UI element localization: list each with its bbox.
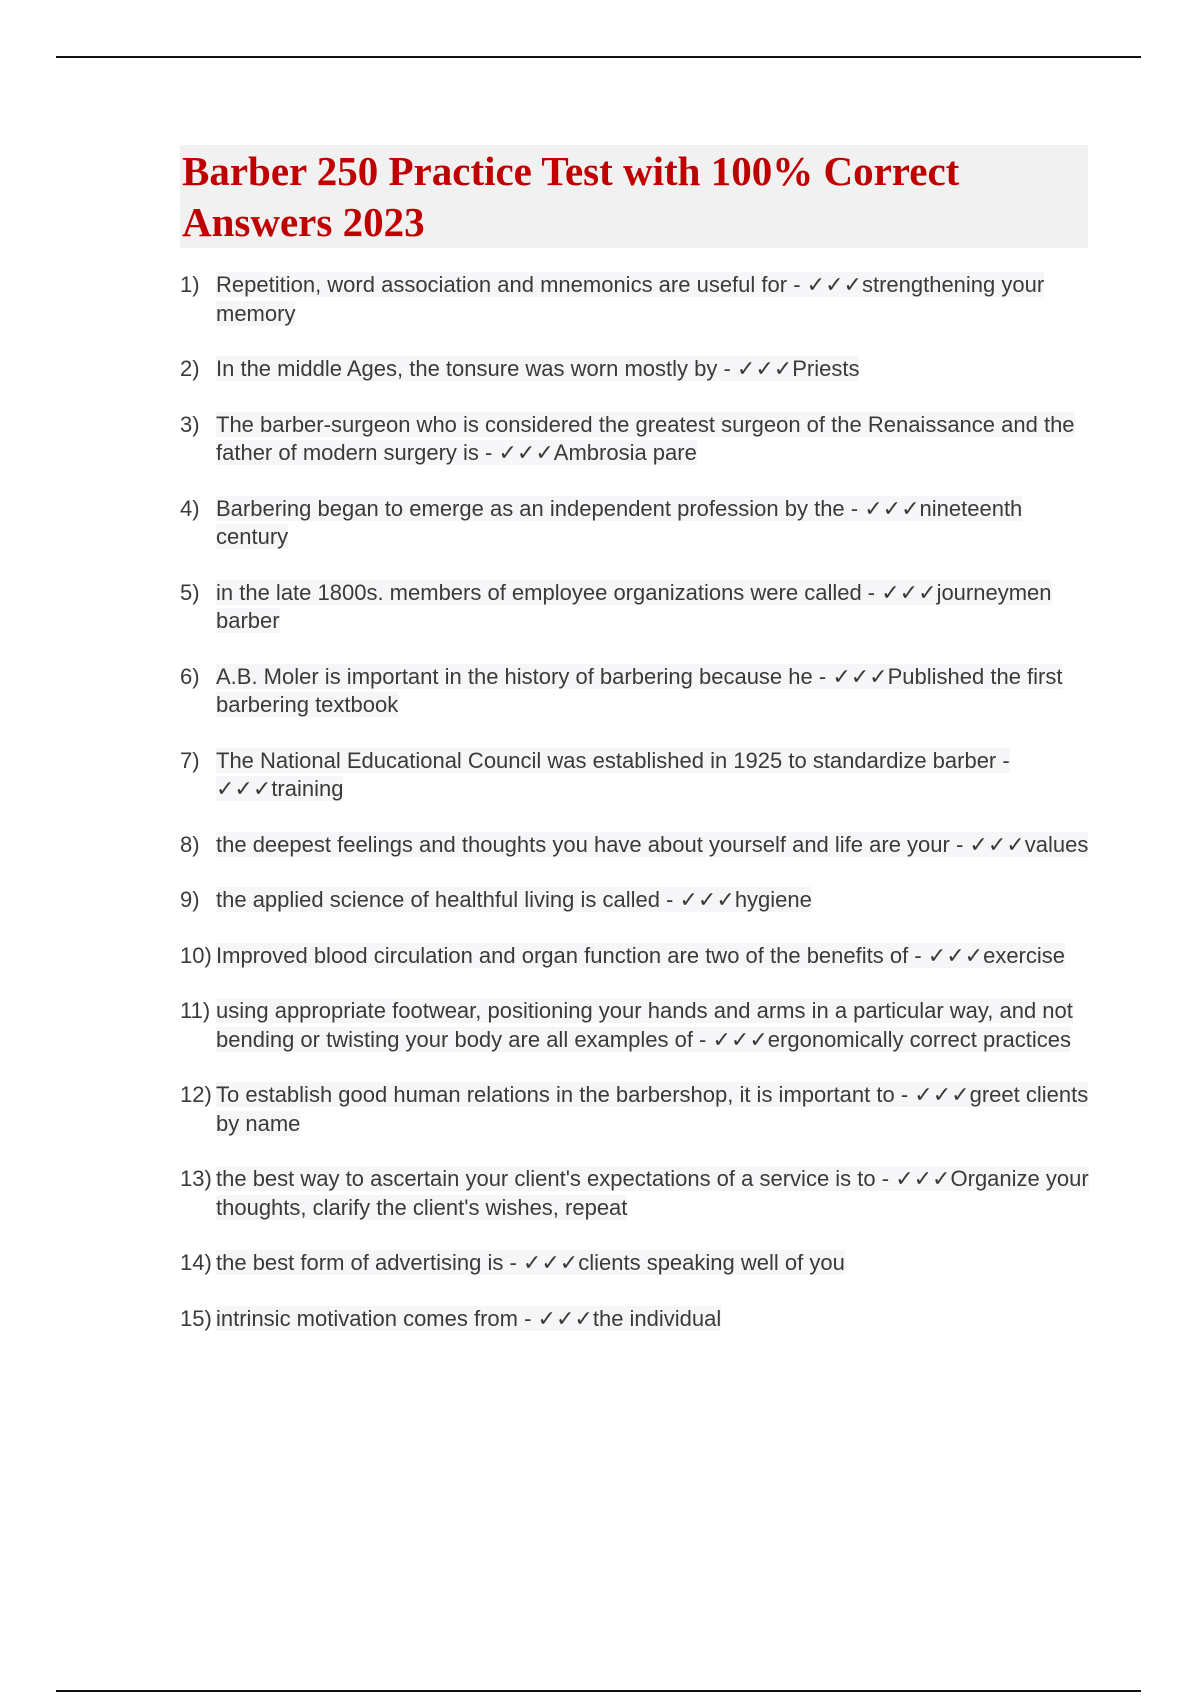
qa-number: 8): [180, 831, 200, 857]
question-text: Improved blood circulation and organ function are two of the benefits of -: [216, 942, 928, 968]
question-text: The National Educational Council was established in 1925 to standardize barber -: [216, 747, 1010, 773]
question-text: To establish good human relations in the barbershop, it is important to -: [216, 1082, 915, 1107]
qa-number: 13): [180, 1166, 212, 1191]
question-text: the best form of advertising is -: [216, 1250, 523, 1275]
qa-text: [216, 1249, 1090, 1278]
qa-text-highlight: [216, 943, 1065, 968]
qa-text: [216, 1305, 1090, 1334]
qa-number: 2): [180, 356, 200, 381]
qa-number: 9): [180, 887, 200, 912]
bottom-rule: [56, 1690, 1141, 1692]
answer-text: nineteenth century: [216, 495, 1023, 549]
check-marks: ✓✓✓: [216, 776, 272, 801]
qa-item: [180, 1249, 1090, 1278]
qa-text-highlight: [216, 412, 1075, 466]
qa-number: 6): [180, 663, 200, 689]
check-marks: ✓✓✓: [864, 495, 920, 521]
qa-text-highlight: [216, 664, 1063, 718]
question-text: Repetition, word association and mnemonics are useful for -: [216, 272, 807, 297]
check-marks: ✓✓✓: [881, 579, 937, 605]
question-text: the deepest feelings and thoughts you have about yourself and life are your -: [216, 831, 970, 857]
qa-item: [180, 886, 1090, 915]
qa-number: 14): [180, 1250, 212, 1275]
answer-text: values: [1024, 831, 1089, 857]
answer-text: hygiene: [734, 887, 812, 912]
check-marks: ✓✓✓: [679, 887, 735, 912]
qa-item: [180, 271, 1090, 328]
qa-text-highlight: [216, 356, 859, 381]
qa-number: 5): [180, 579, 200, 605]
qa-item: [180, 1081, 1090, 1138]
answer-text: exercise: [983, 942, 1065, 968]
qa-text-highlight: [216, 748, 1010, 802]
qa-text-highlight: [216, 887, 812, 912]
document-title: Barber 250 Practice Test with 100% Correct Answers 2023: [182, 148, 960, 245]
qa-text: [216, 1165, 1090, 1222]
qa-text: [216, 271, 1090, 328]
answer-text: strengthening your memory: [216, 272, 1045, 326]
qa-list: [180, 271, 1090, 1360]
question-text: the best way to ascertain your client's expectations of a service is to -: [216, 1166, 896, 1191]
answer-text: journeymen barber: [216, 579, 1052, 633]
qa-text: [216, 886, 1090, 915]
answer-text: the individual: [592, 1305, 722, 1331]
check-marks: ✓✓✓: [895, 1166, 951, 1191]
answer-text: Published the first barbering textbook: [216, 663, 1063, 717]
qa-item: [180, 495, 1090, 552]
qa-text: [216, 747, 1090, 804]
qa-text-highlight: [216, 1306, 721, 1331]
qa-text: [216, 997, 1090, 1054]
check-marks: ✓✓✓: [736, 356, 793, 381]
qa-number: 15): [180, 1305, 212, 1331]
answer-text: Priests: [792, 356, 860, 381]
qa-item: [180, 831, 1090, 860]
qa-item: [180, 579, 1090, 636]
qa-item: [180, 355, 1090, 384]
qa-text: [216, 355, 1090, 384]
question-text: The barber-surgeon who is considered the greatest surgeon of the Renaissance and the father of modern surgery is -: [216, 411, 1075, 465]
qa-number: 1): [180, 272, 200, 297]
question-text: the applied science of healthful living is called -: [216, 887, 680, 912]
qa-number: 12): [180, 1082, 212, 1107]
qa-number: 7): [180, 747, 200, 773]
check-marks: ✓✓✓: [498, 440, 554, 465]
qa-item: [180, 1305, 1090, 1334]
qa-item: [180, 942, 1090, 971]
answer-text: ergonomically correct practices: [767, 1026, 1072, 1052]
check-marks: ✓✓✓: [712, 1026, 768, 1052]
qa-text-highlight: [216, 998, 1073, 1052]
qa-number: 4): [180, 495, 200, 521]
check-marks: ✓✓✓: [969, 831, 1025, 857]
qa-item: [180, 997, 1090, 1054]
qa-item: [180, 663, 1090, 720]
check-marks: ✓✓✓: [832, 663, 888, 689]
qa-text-highlight: [216, 832, 1088, 857]
question-text: Barbering began to emerge as an independent profession by the -: [216, 495, 865, 521]
qa-text: [216, 831, 1090, 860]
answer-text: Organize your thoughts, clarify the client's wishes, repeat: [216, 1166, 1089, 1220]
qa-item: [180, 1165, 1090, 1222]
qa-number: 11): [180, 998, 211, 1023]
qa-item: [180, 747, 1090, 804]
qa-text-highlight: [216, 272, 1044, 326]
answer-text: Ambrosia pare: [553, 440, 697, 465]
qa-text: [216, 663, 1090, 720]
question-text: in the late 1800s. members of employee organizations were called -: [216, 579, 882, 605]
qa-text-highlight: [216, 580, 1052, 634]
question-text: In the middle Ages, the tonsure was worn mostly by -: [216, 356, 737, 381]
qa-text-highlight: [216, 1250, 845, 1275]
qa-text: [216, 495, 1090, 552]
qa-number: 10): [180, 942, 212, 968]
check-marks: ✓✓✓: [537, 1305, 593, 1331]
qa-text-highlight: [216, 496, 1022, 550]
qa-text-highlight: [216, 1166, 1089, 1220]
check-marks: ✓✓✓: [927, 942, 984, 968]
answer-text: training: [271, 776, 344, 801]
check-marks: ✓✓✓: [914, 1082, 970, 1107]
qa-number: 3): [180, 411, 200, 437]
answer-text: greet clients by name: [216, 1082, 1089, 1136]
question-text: using appropriate footwear, positioning your hands and arms in a particular way, and not bending or twisting your body are all examples of -: [216, 998, 1073, 1052]
qa-text: [216, 411, 1090, 468]
question-text: intrinsic motivation comes from -: [216, 1305, 538, 1331]
qa-text: [216, 1081, 1090, 1138]
check-marks: ✓✓✓: [806, 272, 862, 297]
answer-text: clients speaking well of you: [578, 1250, 845, 1275]
check-marks: ✓✓✓: [522, 1250, 579, 1275]
question-text: A.B. Moler is important in the history of barbering because he -: [216, 663, 833, 689]
qa-text: [216, 942, 1090, 971]
top-rule: [56, 56, 1141, 58]
qa-text-highlight: [216, 1082, 1088, 1136]
qa-item: [180, 411, 1090, 468]
qa-text: [216, 579, 1090, 636]
